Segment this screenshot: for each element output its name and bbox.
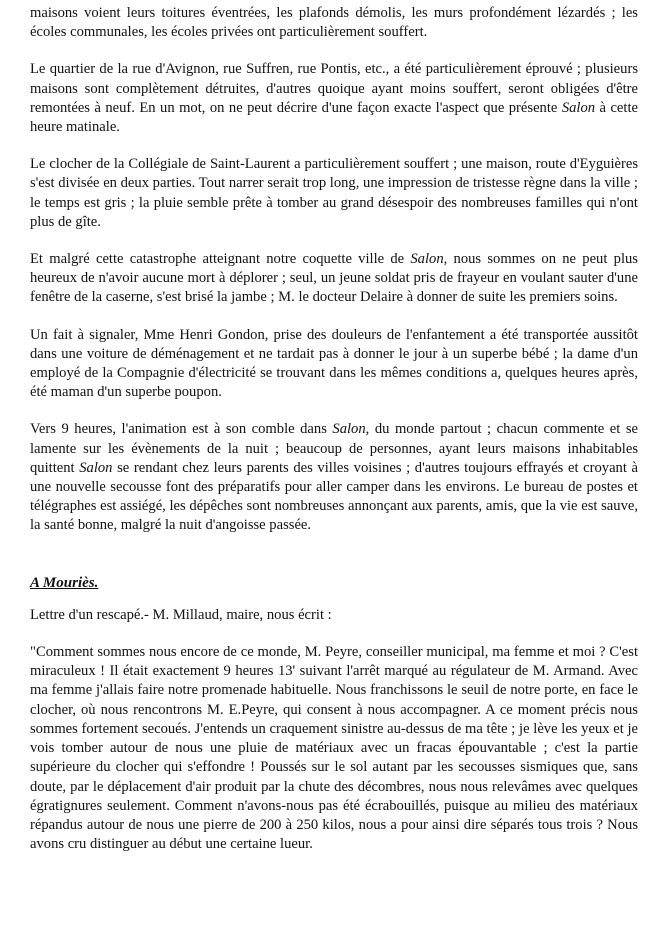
paragraph-3 xyxy=(30,155,638,232)
city-name-salon: Salon xyxy=(79,459,113,476)
city-name-salon: Salon xyxy=(332,421,366,438)
city-name-salon: Salon xyxy=(410,251,444,268)
paragraph-6 xyxy=(30,420,638,535)
paragraph-2-text-a: Le quartier de la rue d'Avignon, rue Suffren, rue Pontis, etc., a été particulièrement éprouvé ; plusieurs maisons sont complètement détruites, d'autres quoique ayant moins souffert, seront obligées d'être remontées à neuf. En un mot, on ne peut décrire d'une façon exacte l'aspect que présente xyxy=(30,61,638,116)
letter-text: "Comment sommes nous encore de ce monde, M. Peyre, conseiller municipal, ma femme et moi ? C'est miraculeux ! Il était exactement 9 heures 13' suivant l'arrêt marqué au régulateur de M. Armand. Avec ma femme j'allais faire notre promenade habituelle. Nous franchissons le seuil de notre porte, en face le clocher, où nous rencontrons M. E.Peyre, qui consent à nous accompagner. A ce moment précis nous sommes fortement secoués. J'entends un craquement sinistre au-dessus de ma tête ; je lève les yeux et je vois tomber autour de nous une pluie de matériaux avec un fracas épouvantable ; c'est la partie supérieure du clocher qui s'effondre ! Poussés sur le sol autant par les secousses sismiques que, sans doute, par le déplacement d'air produit par la chute des décombres, nous nous relevâmes avec quelques égratignures seulement. Comment n'avons-nous pas été écrabouillés, puisque au milieu des matériaux répandus autour de nous une pierre de 200 à 250 kilos, nous a pour ainsi dire séparés tous trois ? Nous avons cru distinguer au début une certaine lueur. xyxy=(30,644,638,853)
paragraph-6-text-a: Vers 9 heures, l'animation est à son comble dans xyxy=(30,421,333,438)
paragraph-3-text: Le clocher de la Collégiale de Saint-Laurent a particulièrement souffert ; une maison, route d'Eyguières s'est divisée en deux parties. Tout narrer serait trop long, une impression de tristesse règne dans la ville ; le temps est gris ; la pluie semble prête à tomber au grand désespoir des nombreuses familles qui n'ont plus de gîte. xyxy=(30,156,638,230)
paragraph-4-text-b: , nous sommes on ne peut plus heureux de n'avoir aucune mort à déplorer ; seul, un jeune soldat pris de frayeur en voulant sauter d'une fenêtre de la caserne, s'est brisé la jambe ; M. le docteur Delaire à donner de suite les premiers soins. xyxy=(30,251,638,306)
document-page xyxy=(30,4,638,854)
paragraph-4 xyxy=(30,250,638,308)
paragraph-2 xyxy=(30,60,638,137)
section-heading: A Mouriès. xyxy=(30,574,99,591)
letter-paragraph xyxy=(30,643,638,854)
intro-line-text: Lettre d'un rescapé.- M. Millaud, maire, nous écrit : xyxy=(30,606,332,623)
paragraph-6-text-c: se rendant chez leurs parents des villes voisines ; d'autres toujours effrayés et croyant à une nouvelle secousse font des préparatifs pour aller camper dans les environs. Le bureau de postes et télégraphes est assiégé, les dépêches sont nombreuses annonçant aux parents, amis, que la vie est sauve, la santé bonne, malgré la nuit d'angoisse passée. xyxy=(30,459,638,534)
paragraph-1 xyxy=(30,4,638,42)
paragraph-1-text: maisons voient leurs toitures éventrées, les plafonds démolis, les murs profondément lézardés ; les écoles communales, les écoles privées ont particulièrement souffert. xyxy=(30,5,638,41)
paragraph-5-text: Un fait à signaler, Mme Henri Gondon, prise des douleurs de l'enfantement a été transportée aussitôt dans une voiture de déménagement et ne tardait pas à donner le jour à un superbe bébé ; la dame d'un employé de la Compagnie d'électricité se trouvant dans les mêmes conditions a, quelques heures après, été maman d'un superbe poupon. xyxy=(30,326,638,401)
intro-line xyxy=(30,606,638,625)
paragraph-2-text-b: à cette heure matinale. xyxy=(30,99,638,136)
city-name-salon: Salon xyxy=(561,99,596,116)
section-heading-row xyxy=(30,574,638,593)
paragraph-6-text-b: , du monde partout ; chacun commente et se lamente sur les évènements de la nuit ; beaucoup de personnes, ayant leurs maisons inhabitables quittent xyxy=(30,421,638,476)
paragraph-5 xyxy=(30,326,638,403)
paragraph-4-text-a: Et malgré cette catastrophe atteignant notre coquette ville de xyxy=(30,251,411,268)
